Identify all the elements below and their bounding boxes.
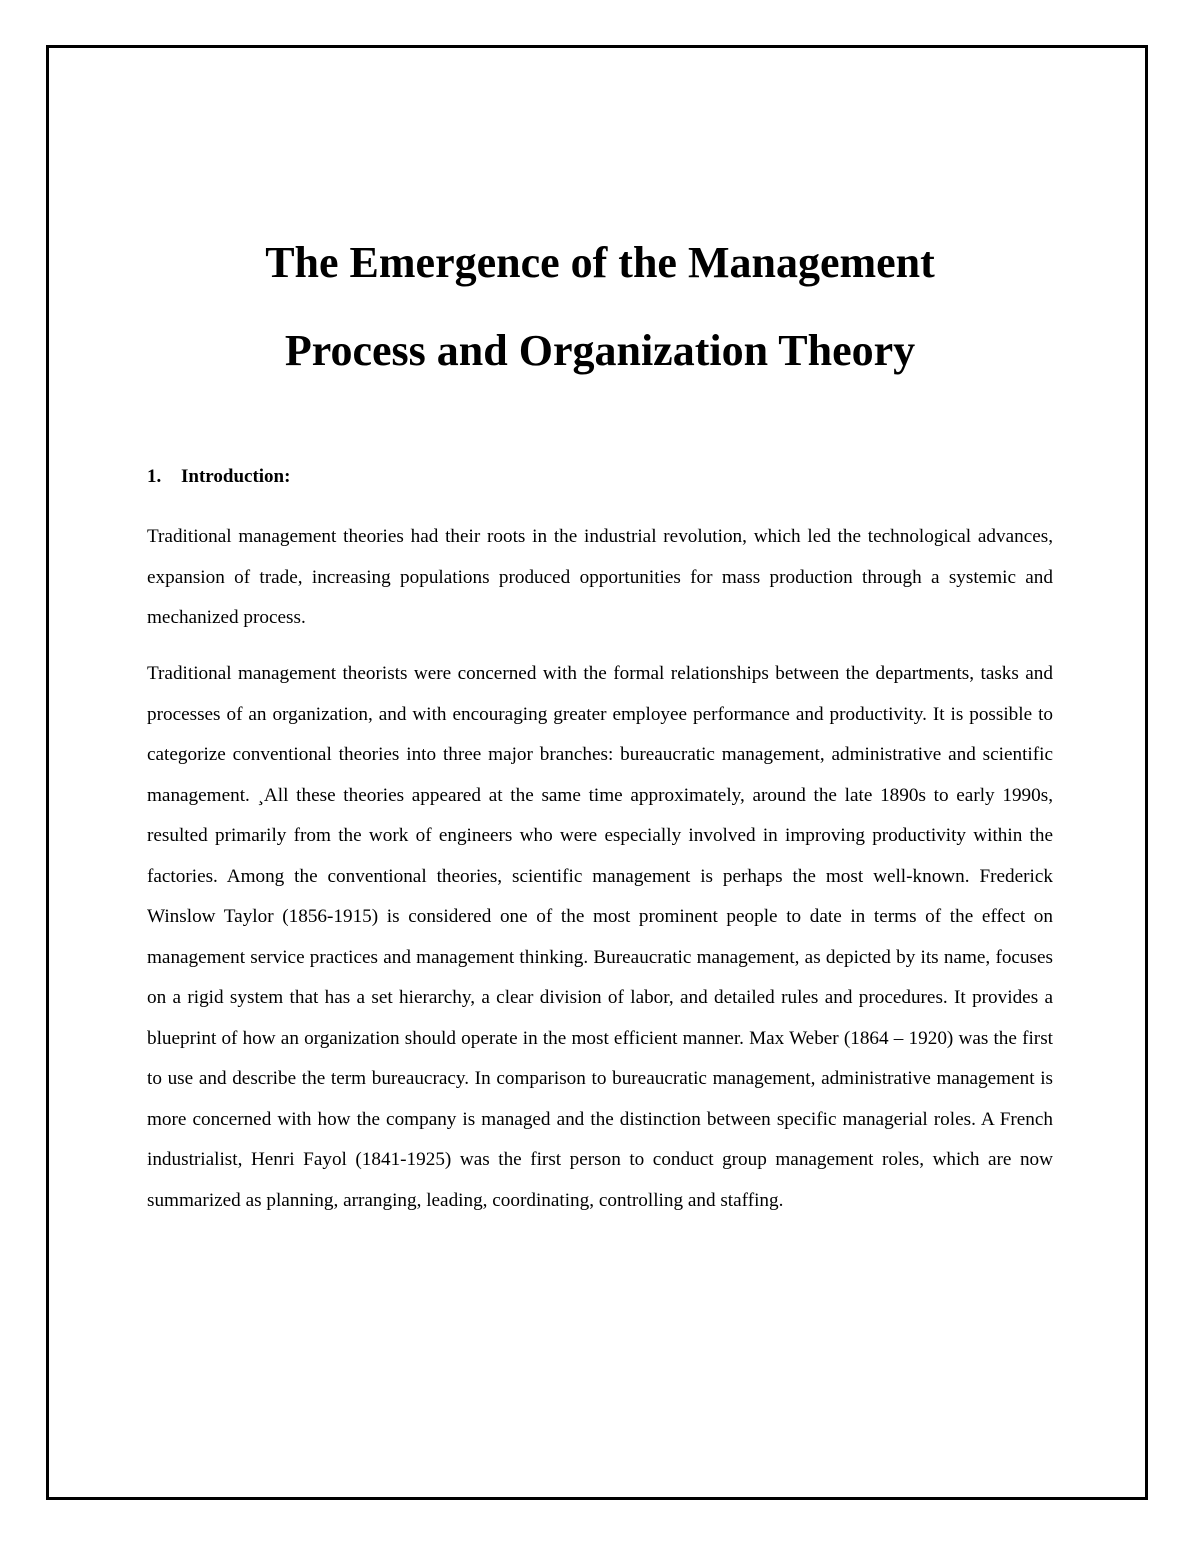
document-title [100, 219, 1100, 395]
section-title: Introduction: [181, 466, 291, 487]
title-line-1: The Emergence of the Management [265, 238, 935, 287]
section-number: 1. [147, 466, 162, 487]
paragraph-1: Traditional management theories had their roots in the industrial revolution, which led the technological advances, expansion of trade, increasing populations produced opportunities for mass production through a systemic and mechanized process. [147, 526, 1053, 628]
title-line-2: Process and Organization Theory [284, 326, 916, 375]
section-heading-introduction [147, 463, 290, 491]
paragraph-2: Traditional management theorists were concerned with the formal relationships between the departments, tasks and processes of an organization, and with encouraging greater employee performance and productivity. It is possible to categorize conventional theories into three major branches: bureaucratic management, administrative and scientific management. ¸All these theories appeared at the same time approximately, around the late 1890s to early 1990s, resulted primarily from the work of engineers who were especially involved in improving productivity within the factories. Among the conventional theories, scientific management is perhaps the most well-known. Frederick Winslow Taylor (1856-1915) is considered one of the most prominent people to date in terms of the effect on management service practices and management thinking. Bureaucratic management, as depicted by its name, focuses on a rigid system that has a set hierarchy, a clear division of labor, and detailed rules and procedures. It provides a blueprint of how an organization should operate in the most efficient manner. Max Weber (1864 – 1920) was the first to use and describe the term bureaucracy. In comparison to bureaucratic management, administrative management is more concerned with how the company is managed and the distinction between specific managerial roles. A French industrialist, Henri Fayol (1841-1925) was the first person to conduct group management roles, which are now summarized as planning, arranging, leading, coordinating, controlling and staffing. [147, 663, 1053, 1211]
